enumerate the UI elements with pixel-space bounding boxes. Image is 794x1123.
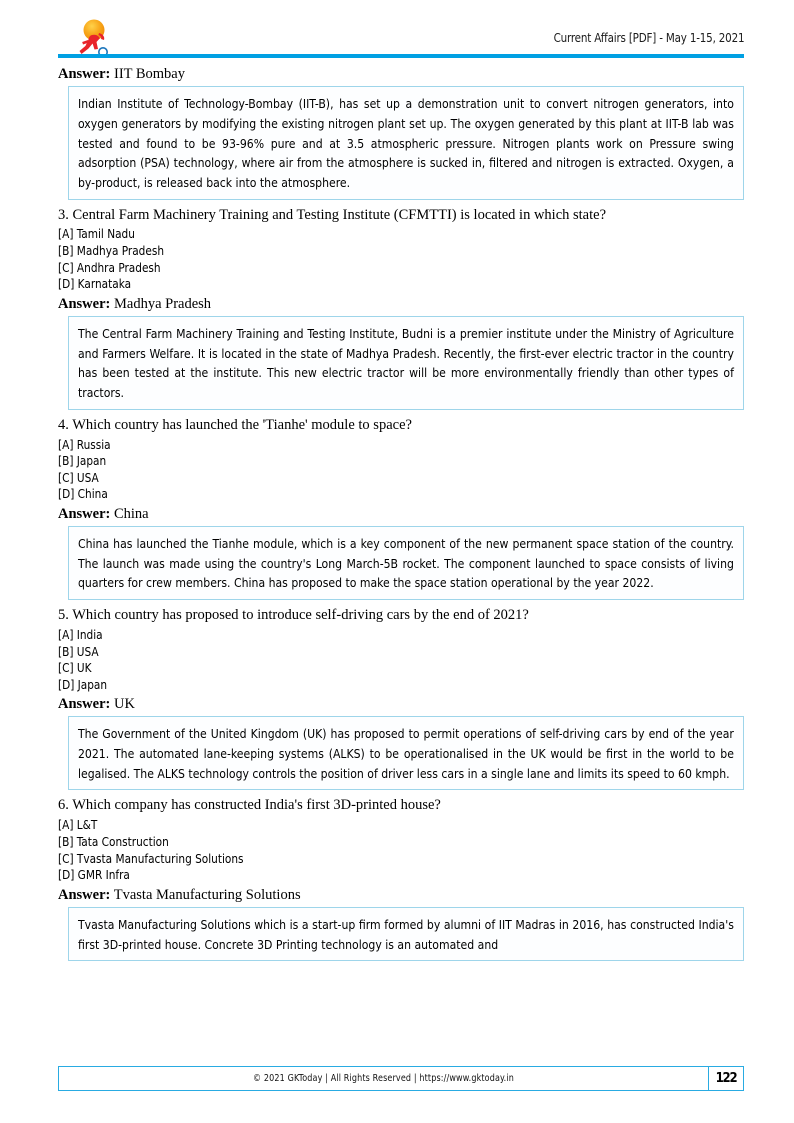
answer-value: IIT Bombay bbox=[113, 66, 185, 82]
option-a[interactable]: [A] L&T bbox=[58, 817, 98, 833]
option-d[interactable]: [D] Karnataka bbox=[58, 276, 132, 292]
option-b[interactable]: [B] USA bbox=[58, 643, 99, 659]
question-text: 5. Which country has proposed to introduce self-driving cars by the end of 2021? bbox=[58, 607, 529, 624]
answer-value: Madhya Pradesh bbox=[113, 295, 212, 312]
explanation-text: China has launched the Tianhe module, which is a key component of the new permanent space station of the country. The launch was made using the country's Long March-5B rocket. The component launched to space consists of living quarters for crew members. China has proposed to make the space station operational by the year 2022. bbox=[78, 536, 734, 591]
answer-line bbox=[58, 695, 744, 713]
question-text: 3. Central Farm Machinery Training and Testing Institute (CFMTTI) is located in which state? bbox=[58, 206, 607, 223]
explanation-text: Tvasta Manufacturing Solutions which is a start-up firm formed by alumni of IIT Madras in 2016, has constructed India's first 3D-printed house. Concrete 3D Printing technology is an automated and bbox=[78, 916, 734, 952]
answer-line bbox=[58, 65, 744, 83]
answer-line bbox=[58, 505, 744, 523]
option-b[interactable]: [B] Tata Construction bbox=[58, 833, 169, 849]
option-b[interactable]: [B] Japan bbox=[58, 453, 107, 469]
option-a[interactable]: [A] Tamil Nadu bbox=[58, 226, 135, 242]
header-rule bbox=[58, 54, 744, 58]
option-a[interactable]: [A] Russia bbox=[58, 436, 111, 452]
option-b[interactable]: [B] Madhya Pradesh bbox=[58, 243, 165, 258]
option-d[interactable]: [D] Japan bbox=[58, 676, 108, 692]
answer-label: Answer: bbox=[58, 66, 111, 82]
page-footer bbox=[58, 1066, 744, 1091]
option-d[interactable]: [D] China bbox=[58, 486, 108, 502]
option-c[interactable]: [C] Andhra Pradesh bbox=[58, 259, 161, 275]
question-text: 6. Which company has constructed India's first 3D-printed house? bbox=[58, 797, 441, 814]
explanation-box bbox=[68, 526, 744, 600]
header-title: Current Affairs [PDF] - May 1-15, 2021 bbox=[553, 30, 744, 45]
answer-label: Answer: bbox=[58, 696, 111, 713]
option-c[interactable]: [C] Tvasta Manufacturing Solutions bbox=[58, 850, 244, 866]
answer-value: China bbox=[113, 505, 149, 522]
answer-value: Tvasta Manufacturing Solutions bbox=[113, 886, 301, 903]
explanation-text: Indian Institute of Technology-Bombay (IIT-B), has set up a demonstration unit to convert nitrogen generators, into oxygen generators by modifying the existing nitrogen plant set up. The oxygen generated by this plant at IIT-B lab was tested and found to be 93-96% pure and at 3.5 atmospheric pressure. Nitrogen plants work on Pressure swing adsorption (PSA) technology, where air from the atmosphere is sucked in, filtered and nitrogen is extracted. Oxygen, a by-product, is released back into the atmosphere. bbox=[78, 96, 734, 190]
question-text: 4. Which country has launched the 'Tianhe' module to space? bbox=[58, 416, 412, 433]
page-header bbox=[58, 18, 744, 58]
option-c[interactable]: [C] UK bbox=[58, 660, 92, 676]
explanation-box bbox=[68, 316, 744, 410]
answer-value: UK bbox=[113, 696, 135, 713]
option-d[interactable]: [D] GMR Infra bbox=[58, 867, 130, 883]
option-c[interactable]: [C] USA bbox=[58, 469, 99, 485]
explanation-box bbox=[68, 907, 744, 961]
page-content bbox=[58, 58, 744, 961]
answer-label: Answer: bbox=[58, 295, 111, 312]
answer-line bbox=[58, 295, 744, 313]
explanation-text: The Government of the United Kingdom (UK) has proposed to permit operations of self-driving cars by end of the year 2021. The automated lane-keeping systems (ALKS) to be operationalised in the UK would be first in the world to be legalised. The ALKS technology controls the position of driver less cars in a single lane and limits its speed to 60 kmph. bbox=[78, 726, 734, 781]
explanation-box bbox=[68, 86, 744, 199]
explanation-text: The Central Farm Machinery Training and Testing Institute, Budni is a premier institute under the Ministry of Agriculture and Farmers Welfare. It is located in the state of Madhya Pradesh. Recently, the first-ever electric tractor in the country has been tested at the institute. This new electric tractor will be more environmentally friendly than other types of tractors. bbox=[78, 325, 734, 400]
explanation-box bbox=[68, 716, 744, 790]
answer-line bbox=[58, 886, 744, 904]
footer-copyright: © 2021 GKToday | All Rights Reserved | https://www.gktoday.in bbox=[253, 1073, 514, 1084]
answer-label: Answer: bbox=[58, 505, 111, 522]
option-a[interactable]: [A] India bbox=[58, 626, 103, 642]
page-number: 122 bbox=[708, 1067, 743, 1090]
answer-label: Answer: bbox=[58, 886, 111, 903]
